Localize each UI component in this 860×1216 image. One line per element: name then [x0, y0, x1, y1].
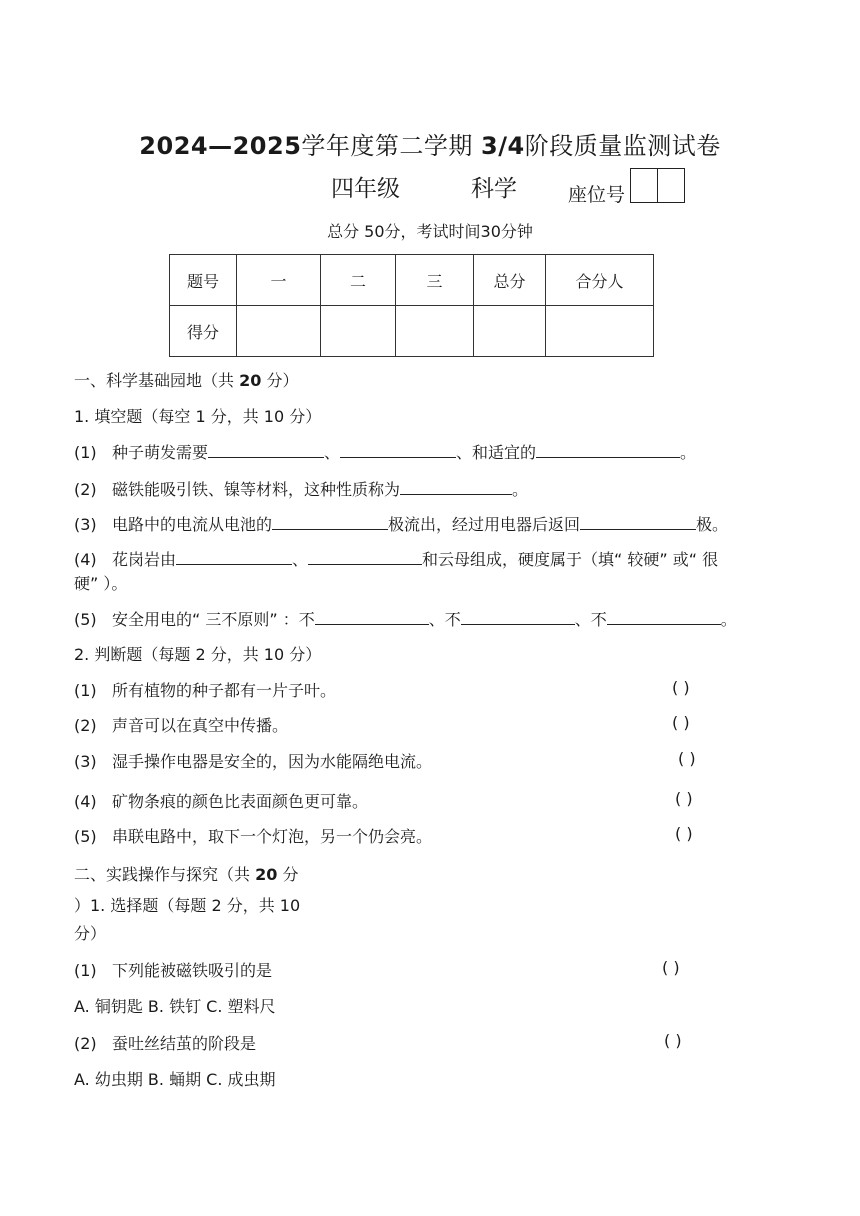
answer-parenthesis[interactable]: ( ): [672, 678, 690, 697]
question-text: 串联电路中，取下一个灯泡，另一个仍会亮。: [111, 827, 432, 846]
table-cell: 三: [396, 255, 474, 306]
question-number: (3): [74, 515, 97, 534]
judge-question-1: [74, 678, 336, 701]
section2-points: 20: [255, 865, 278, 884]
judge-question-4: [74, 789, 368, 812]
table-cell: 总分: [474, 255, 546, 306]
answer-parenthesis[interactable]: ( ): [662, 958, 680, 977]
question-text: 和云母组成，硬度属于（填“ 较硬” 或“ 很: [421, 550, 719, 569]
fill-question-5: [74, 607, 737, 630]
answer-blank[interactable]: [536, 443, 680, 458]
question-text: 声音可以在真空中传播。: [111, 716, 288, 735]
question-text: 、和适宜的: [455, 443, 536, 462]
fill-question-2: [74, 477, 528, 500]
answer-blank[interactable]: [208, 443, 324, 458]
question-number: (2): [74, 716, 97, 735]
table-cell: 得分: [170, 306, 237, 357]
title-year: 2024—2025: [139, 132, 302, 160]
title-stage: 3/4: [481, 132, 525, 160]
fill-question-1: [74, 440, 696, 463]
question-text: 种子萌发需要: [111, 443, 208, 462]
question-text: 、: [291, 550, 308, 569]
score-table: [169, 254, 654, 357]
fill-question-4: [74, 547, 718, 570]
table-row: [170, 306, 654, 357]
answer-parenthesis[interactable]: ( ): [664, 1031, 682, 1050]
answer-blank[interactable]: [607, 610, 721, 625]
answer-blank[interactable]: [580, 515, 696, 530]
seat-label: 座位号: [568, 184, 626, 206]
seat-number-boxes[interactable]: [630, 168, 683, 203]
question-text: 极流出，经过用电器后返回: [387, 515, 580, 534]
answer-parenthesis[interactable]: ( ): [675, 789, 693, 808]
table-cell: 一: [237, 255, 321, 306]
grade-label: 四年级: [331, 176, 400, 202]
section2-title: [74, 862, 298, 885]
score-input-cell[interactable]: [546, 306, 654, 357]
judge-question-5: [74, 824, 432, 847]
question-text: 、: [323, 443, 340, 462]
score-input-cell[interactable]: [321, 306, 396, 357]
question-text: 极。: [695, 515, 728, 534]
section1-title-text: 一、科学基础园地（共: [74, 371, 235, 390]
title-end: 阶段质量监测试卷: [524, 132, 721, 160]
choice-title: ）1. 选择题（每题 2 分，共 10: [74, 896, 301, 915]
answer-blank[interactable]: [461, 610, 575, 625]
choice-options-2: A. 幼虫期 B. 蛹期 C. 成虫期: [74, 1070, 276, 1089]
section1-title: [74, 368, 298, 391]
question-number: (3): [74, 752, 97, 771]
question-number: (5): [74, 610, 97, 629]
section2-title-end: 分: [282, 865, 299, 884]
question-text: 。: [720, 610, 737, 629]
judge-question-2: [74, 713, 288, 736]
question-number: (4): [74, 792, 97, 811]
fill-blank-title: 1. 填空题（每空 1 分，共 10 分）: [74, 407, 322, 426]
question-number: (4): [74, 550, 97, 569]
title-term: 学年度第二学期: [301, 132, 473, 160]
question-text: 安全用电的“ 三不原则” ：不: [111, 610, 315, 629]
question-text: 湿手操作电器是安全的，因为水能隔绝电流。: [111, 752, 432, 771]
answer-blank[interactable]: [400, 480, 512, 495]
section2-title-text: 二、实践操作与探究（共: [74, 865, 251, 884]
choice-title-cont: 分）: [74, 924, 107, 943]
answer-blank[interactable]: [272, 515, 388, 530]
total-score-and-time: 总分 50分，考试时间30分钟: [327, 222, 533, 241]
subject-label: 科学: [471, 176, 517, 202]
question-text: 。: [511, 480, 528, 499]
seat-box[interactable]: [630, 168, 658, 203]
score-input-cell[interactable]: [474, 306, 546, 357]
fill-question-4-cont: 硬” ）。: [74, 574, 128, 593]
judge-question-3: [74, 749, 432, 772]
question-text: 磁铁能吸引铁、镍等材料，这种性质称为: [111, 480, 400, 499]
seat-box[interactable]: [657, 168, 685, 203]
choice-question-2: [74, 1031, 256, 1054]
table-row: [170, 255, 654, 306]
question-number: (2): [74, 480, 97, 499]
table-cell: 题号: [170, 255, 237, 306]
question-text: 花岗岩由: [111, 550, 176, 569]
answer-blank[interactable]: [315, 610, 429, 625]
judge-title: 2. 判断题（每题 2 分，共 10 分）: [74, 645, 322, 664]
answer-parenthesis[interactable]: ( ): [675, 824, 693, 843]
choice-question-1: [74, 958, 272, 981]
question-number: (2): [74, 1034, 97, 1053]
choice-options-1: A. 铜钥匙 B. 铁钉 C. 塑料尺: [74, 997, 276, 1016]
table-cell: 合分人: [546, 255, 654, 306]
score-input-cell[interactable]: [237, 306, 321, 357]
question-number: (5): [74, 827, 97, 846]
question-text: 所有植物的种子都有一片子叶。: [111, 681, 336, 700]
answer-blank[interactable]: [340, 443, 456, 458]
section1-title-end: 分）: [266, 371, 299, 390]
question-text: 。: [679, 443, 696, 462]
section1-points: 20: [239, 371, 262, 390]
question-text: 、不: [574, 610, 607, 629]
answer-blank[interactable]: [176, 550, 292, 565]
question-number: (1): [74, 681, 97, 700]
fill-question-3: [74, 512, 728, 535]
question-text: 电路中的电流从电池的: [111, 515, 272, 534]
table-cell: 二: [321, 255, 396, 306]
question-text: 蚕吐丝结茧的阶段是: [111, 1034, 256, 1053]
answer-parenthesis[interactable]: ( ): [672, 713, 690, 732]
question-text: 下列能被磁铁吸引的是: [111, 961, 272, 980]
question-text: 矿物条痕的颜色比表面颜色更可靠。: [111, 792, 368, 811]
question-number: (1): [74, 961, 97, 980]
question-number: (1): [74, 443, 97, 462]
question-text: 、不: [428, 610, 461, 629]
answer-blank[interactable]: [308, 550, 422, 565]
exam-title: [0, 126, 860, 161]
score-input-cell[interactable]: [396, 306, 474, 357]
answer-parenthesis[interactable]: ( ): [678, 749, 696, 768]
